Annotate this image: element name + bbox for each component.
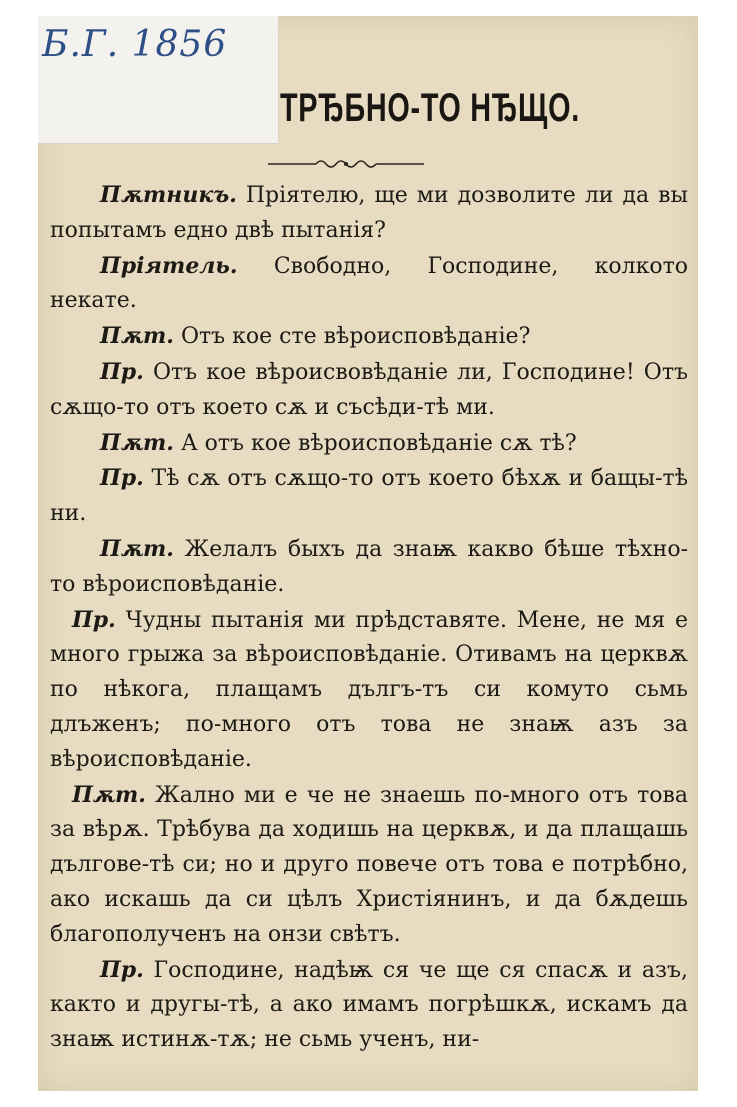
ornament-divider-icon [266, 157, 426, 171]
paragraph [50, 778, 688, 953]
dialogue-text [50, 178, 688, 1058]
paragraph [50, 461, 688, 532]
speaker-label: Пр. [72, 606, 116, 633]
paragraph-text: А отъ кое вѣроисповѣданіе сѫ тѣ? [180, 430, 577, 456]
paragraph-text: Чудны пытанія ми прѣдставяте. Мене, не мя е много грыжа за вѣроисповѣданіе. Отивамъ на церквѫ по нѣкога, плащамъ дългъ-тъ си комуто сьмь длъженъ; по-много отъ това не знаѭ азъ за вѣроисповѣданіе. [50, 607, 689, 772]
speaker-label: Пѫт. [100, 429, 174, 456]
paragraph [50, 603, 688, 778]
paragraph [50, 426, 688, 462]
speaker-label: Пр. [100, 465, 144, 492]
paragraph-text: Желалъ быхъ да знаѭ какво бѣше тѣхно-то вѣроисповѣданіе. [50, 536, 689, 597]
speaker-label: Пѫтникъ. [100, 182, 237, 208]
speaker-label: Пріятель. [100, 252, 238, 279]
paragraph [50, 178, 688, 249]
paragraph [50, 355, 688, 426]
paragraph [50, 953, 688, 1058]
paragraph-text: Тѣ сѫ отъ сѫщо-то отъ което бѣхѫ и бащы-тѣ ни. [50, 466, 688, 527]
speaker-label: Пѫт. [72, 781, 146, 808]
speaker-label: Пр. [100, 358, 144, 385]
paragraph-text: Пріятелю, ще ми дозволите ли да вы попытамъ едно двѣ пытанія? [50, 183, 688, 243]
paragraph [50, 249, 688, 320]
speaker-label: Пѫт. [100, 323, 174, 350]
speaker-label: Пр. [100, 956, 144, 983]
paragraph [50, 319, 688, 355]
paragraph-text: Жално ми е че не знаешь по-много отъ това за вѣрѫ. Трѣбува да ходишь на церквѫ, и да плащашь дългове-тѣ си; но и друго повече отъ това е потрѣбно, ако искашь да си цѣлъ Христіянинъ, и да бѫдешь благополученъ на онзи свѣтъ. [50, 782, 688, 947]
handwritten-shelfmark: Б.Г. 1856 [42, 24, 228, 65]
catalog-label-patch [38, 16, 279, 144]
paragraph-text: Господине, надѣѭ ся че ще ся спасѫ и азъ, както и другы-тѣ, а ако имамъ погрѣшкѫ, искамъ да знаѭ истинѫ-тѫ; не сьмь ученъ, ни- [50, 957, 688, 1053]
paragraph-text: Отъ кое вѣроисвовѣданіе ли, Господине! Отъ сѫщо-то отъ което сѫ и съсѣди-тѣ ми. [50, 359, 688, 420]
paragraph-text: Отъ кое сте вѣроисповѣданіе? [180, 324, 531, 350]
scanned-page [38, 16, 698, 1091]
paragraph-text: Свободно, Господине, колкото некате. [50, 253, 688, 314]
paragraph [50, 532, 688, 603]
page-title: ТРЂБНО-ТО НЂЩО. [280, 86, 580, 130]
speaker-label: Пѫт. [100, 535, 174, 562]
